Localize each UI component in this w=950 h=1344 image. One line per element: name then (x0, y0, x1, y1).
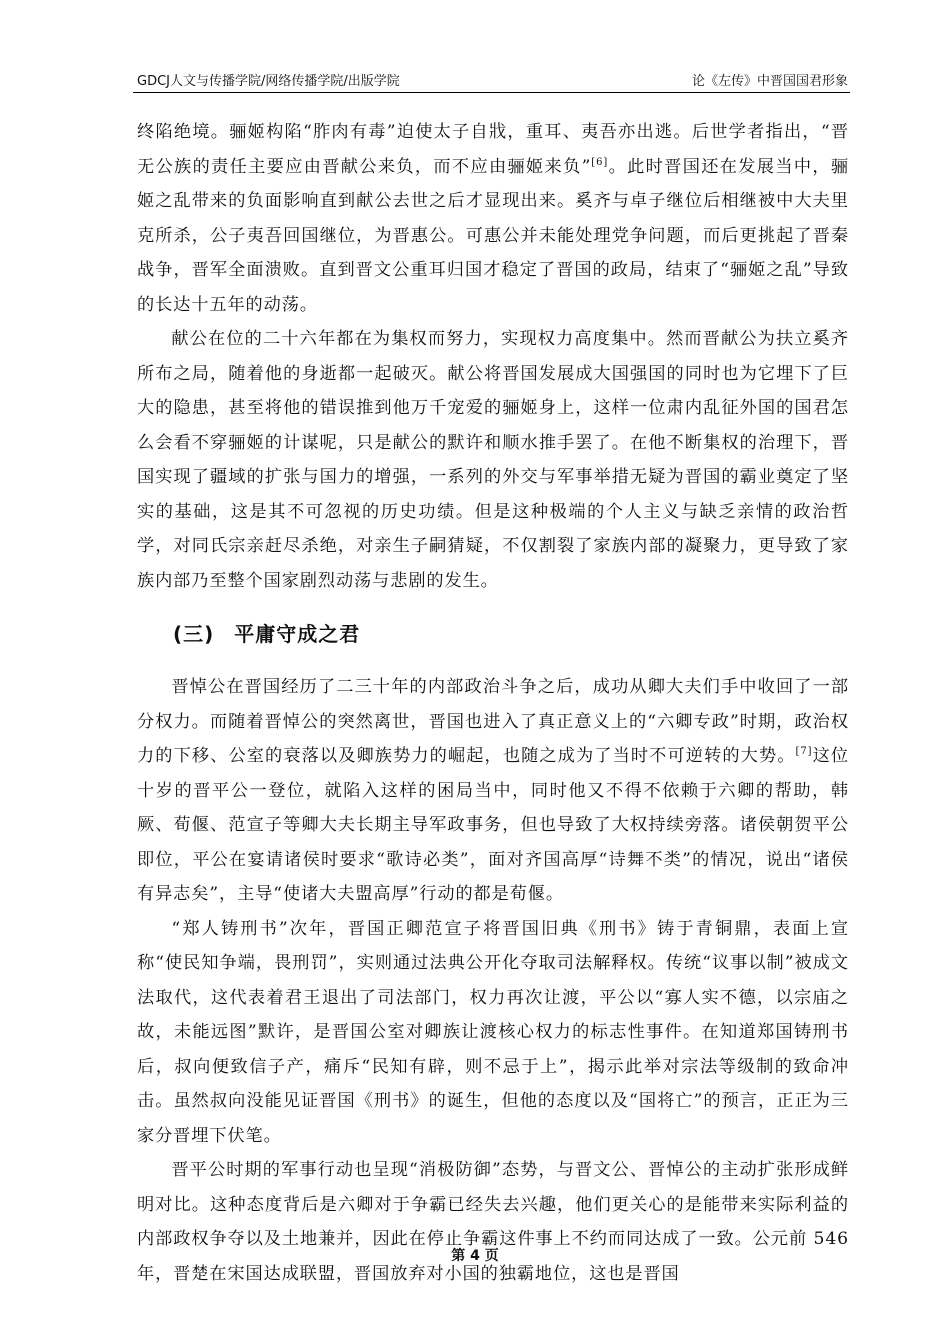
paragraph (137, 670, 849, 912)
paragraph-text: 这位十岁的晋平公一登位，就陷入这样的困局当中，同时他又不得不依赖于六卿的帮助，韩厥、荀偃、范宣子等卿大夫长期主导军政事务，但也导致了大权持续旁落。诸侯朝贺平公即位，平公在宴请诸侯时要求“歌诗必类”，面对齐国高厚“诗舞不类”的情况，说出“诸侯有异志矣”，主导“使诸大夫盟高厚”行动的都是荀偃。 (137, 746, 849, 904)
paragraph: 献公在位的二十六年都在为集权而努力，实现权力高度集中。然而晋献公为扶立奚齐所布之局，随着他的身逝都一起破灭。献公将晋国发展成大国强国的同时也为它埋下了巨大的隐患，甚至将他的错误推到他万千宠爱的骊姬身上，这样一位肃内乱征外国的国君怎么会看不穿骊姬的计谋呢，只是献公的默许和顺水推手罢了。在他不断集权的治理下，晋国实现了疆域的扩张与国力的增强，一系列的外交与军事举措无疑为晋国的霸业奠定了坚实的基础，这是其不可忽视的历史功绩。但是这种极端的个人主义与缺乏亲情的政治哲学，对同氏宗亲赶尽杀绝，对亲生子嗣猜疑，不仅割裂了家族内部的凝聚力，更导致了家族内部乃至整个国家剧烈动荡与悲剧的发生。 (137, 329, 849, 591)
section-title: 平庸守成之君 (234, 622, 361, 646)
body-text (137, 115, 849, 1291)
paragraph: 晋平公时期的军事行动也呈现“消极防御”态势，与晋文公、晋悼公的主动扩张形成鲜明对比。这种态度背后是六卿对于争霸已经失去兴趣，他们更关心的是能带来实际利益的内部政权争夺以及土地兼并，因此在停止争霸这件事上不约而同达成了一致。公元前 546 年，晋楚在宋国达成联盟，晋国放弃对小国的独霸地位，这也是晋国 (137, 1160, 849, 1284)
paragraph-continued (137, 115, 849, 322)
page-number: 第 4 页 (451, 1248, 499, 1264)
section-number: (三) (173, 622, 215, 646)
page-header (133, 68, 850, 93)
paragraph: “郑人铸刑书”次年，晋国正卿范宣子将晋国旧典《刑书》铸于青铜鼎，表面上宣称“使民知争端，畏刑罚”，实则通过法典公开化夺取司法解释权。传统“议事以制”被成文法取代，这代表着君王退出了司法部门，权力再次让渡，平公以“寡人实不德，以宗庙之故，未能远图”默许，是晋国公室对卿族让渡核心权力的标志性事件。在知道郑国铸刑书后，叔向便致信子产，痛斥“民知有辟，则不忌于上”，揭示此举对宗法等级制的致命冲击。虽然叔向没能见证晋国《刑书》的诞生，但他的态度以及“国将亡”的预言，正正为三家分晋埋下伏笔。 (137, 918, 849, 1146)
citation-ref: [6] (591, 156, 609, 168)
citation-ref: [7] (795, 746, 813, 757)
paragraph-text: 晋悼公在晋国经历了二三十年的内部政治斗争之后，成功从卿大夫们手中收回了一部分权力。而随着晋悼公的突然离世，晋国也进入了真正意义上的“六卿专政”时期，政治权力的下移、公室的衰落以及卿族势力的崛起，也随之成为了当时不可逆转的大势。 (137, 677, 849, 766)
section-heading (173, 614, 849, 654)
paragraph-text: 。此时晋国还在发展当中，骊姬之乱带来的负面影响直到献公去世之后才显现出来。奚齐与卓子继位后相继被中大夫里克所杀，公子夷吾回国继位，为晋惠公。可惠公并未能处理党争问题，而后更挑起了晋秦战争，晋军全面溃败。直到晋文公重耳归国才稳定了晋国的政局，结束了“骊姬之乱”导致的长达十五年的动荡。 (137, 156, 849, 315)
paragraph-text: 终陷绝境。骊姬构陷“胙肉有毒”迫使太子自戕，重耳、夷吾亦出逃。后世学者指出，“晋无公族的责任主要应由晋献公来负，而不应由骊姬来负” (137, 122, 849, 177)
header-paper-title: 论《左传》中晋国国君形象 (691, 74, 848, 89)
header-institution: GDCJ人文与传播学院/网络传播学院/出版学院 (137, 74, 400, 89)
